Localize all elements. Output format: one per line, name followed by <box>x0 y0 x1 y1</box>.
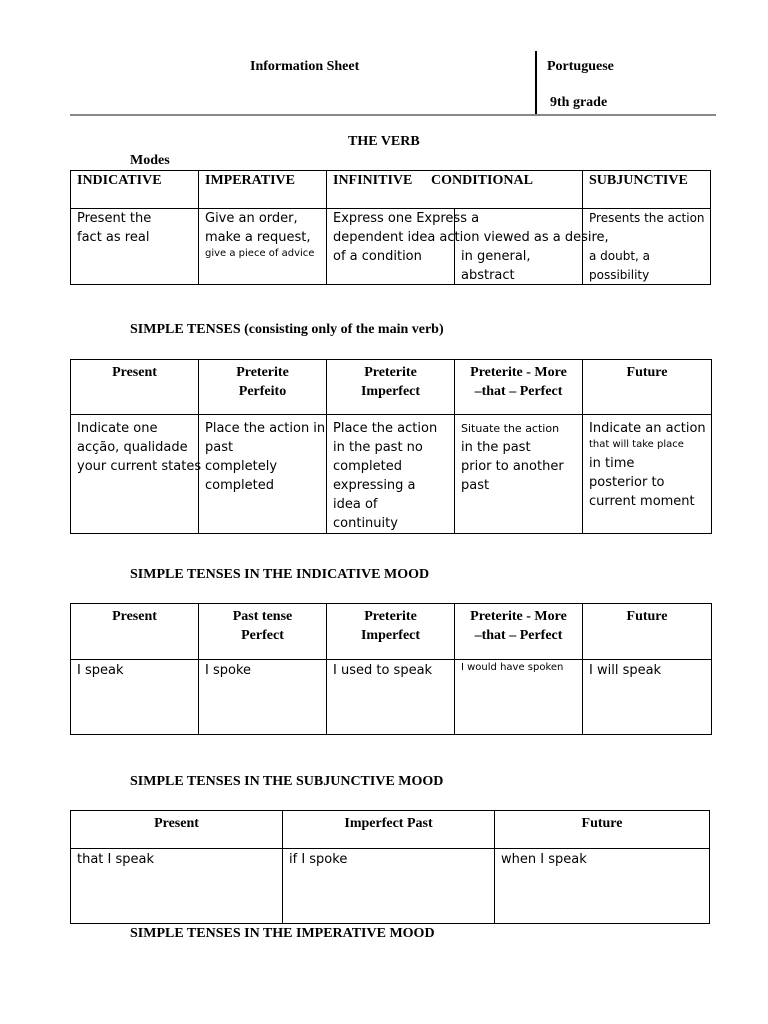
indicative-cell-past-perfect: I spoke <box>199 660 327 735</box>
simple-tenses-heading: SIMPLE TENSES (consisting only of the main verb) <box>130 322 444 337</box>
indicative-cell-preterite-imperfect: I used to speak <box>327 660 455 735</box>
subjunctive-cell-future: when I speak <box>495 849 710 924</box>
subject-label: Portuguese <box>547 59 614 74</box>
simple-header-preterite-perfeito: Preterite Perfeito <box>199 360 327 415</box>
modes-header-indicative: INDICATIVE <box>77 173 162 188</box>
header-divider <box>535 51 537 115</box>
simple-cell-pluperfect: Situate the action in the past prior to another past <box>455 415 583 534</box>
main-title: THE VERB <box>348 134 420 149</box>
header-rule <box>70 114 716 116</box>
modes-header-imperative: IMPERATIVE <box>205 173 295 188</box>
subjunctive-table <box>70 810 710 924</box>
modes-cell-indicative: Present the fact as real <box>77 211 152 245</box>
indicative-heading: SIMPLE TENSES IN THE INDICATIVE MOOD <box>130 567 430 582</box>
modes-header-subjunctive: SUBJUNCTIVE <box>589 173 688 188</box>
indicative-header-future: Future <box>583 604 712 660</box>
indicative-header-past-perfect: Past tense Perfect <box>199 604 327 660</box>
indicative-cell-pluperfect: I would have spoken <box>455 660 583 735</box>
modes-cell-infinitive: Express one Express a dependent idea action viewed as a desire, of a condition <box>333 211 609 264</box>
modes-cell-subjunctive: Presents the action a doubt, a possibility <box>589 211 705 282</box>
simple-header-present: Present <box>71 360 199 415</box>
simple-tenses-table <box>70 359 712 534</box>
indicative-header-pluperfect: Preterite - More –that – Perfect <box>455 604 583 660</box>
indicative-cell-present: I speak <box>71 660 199 735</box>
modes-cell-imperative: Give an order, make a request, give a piece of advice <box>205 211 315 259</box>
modes-header-conditional: CONDITIONAL <box>431 173 533 188</box>
simple-cell-present: Indicate one acção, qualidade your current states <box>71 415 199 534</box>
subjunctive-header-imperfect-past: Imperfect Past <box>283 811 495 849</box>
grade-label: 9th grade <box>550 95 608 110</box>
modes-cell-conditional: in general, abstract <box>461 249 531 283</box>
modes-label: Modes <box>130 153 170 168</box>
simple-cell-preterite-imperfect: Place the action in the past no completed expressing a idea of continuity <box>327 415 455 534</box>
subjunctive-header-future: Future <box>495 811 710 849</box>
indicative-header-present: Present <box>71 604 199 660</box>
sheet-title: Information Sheet <box>250 59 360 74</box>
indicative-cell-future: I will speak <box>583 660 712 735</box>
subjunctive-cell-imperfect-past: if I spoke <box>283 849 495 924</box>
subjunctive-header-present: Present <box>71 811 283 849</box>
simple-header-preterite-imperfect: Preterite Imperfect <box>327 360 455 415</box>
indicative-table <box>70 603 712 735</box>
simple-cell-preterite-perfeito: Place the action in past completely completed <box>199 415 327 534</box>
imperative-heading: SIMPLE TENSES IN THE IMPERATIVE MOOD <box>130 926 435 941</box>
indicative-header-preterite-imperfect: Preterite Imperfect <box>327 604 455 660</box>
simple-cell-future: Indicate an action that will take place in time posterior to current moment <box>583 415 712 534</box>
subjunctive-heading: SIMPLE TENSES IN THE SUBJUNCTIVE MOOD <box>130 774 444 789</box>
modes-header-infinitive: INFINITIVE <box>333 173 413 188</box>
simple-header-pluperfect: Preterite - More –that – Perfect <box>455 360 583 415</box>
subjunctive-cell-present: that I speak <box>71 849 283 924</box>
simple-header-future: Future <box>583 360 712 415</box>
